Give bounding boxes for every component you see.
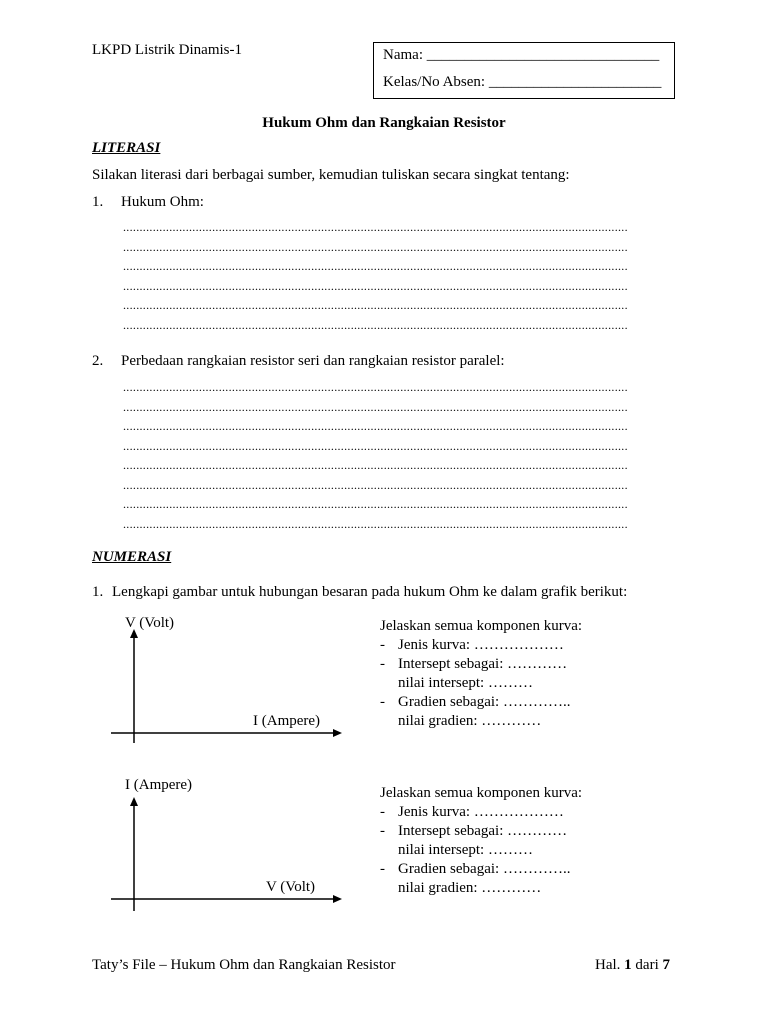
bullet-dash: - xyxy=(380,861,385,877)
graph-x-axis-label: V (Volt) xyxy=(266,879,316,895)
literasi-item-number: 1. xyxy=(92,194,104,210)
nilai-intersept-field[interactable]: nilai intersept: ……… xyxy=(398,842,533,858)
bullet-dash: - xyxy=(380,804,385,820)
literasi-item-text: Perbedaan rangkaian resistor seri dan rangkaian resistor paralel: xyxy=(121,353,505,369)
answer-line[interactable]: ......................................................................................................................................................... xyxy=(123,380,628,394)
footer-title: Taty’s File – Hukum Ohm dan Rangkaian Resistor xyxy=(92,957,396,973)
gradien-field[interactable]: Gradien sebagai: ………….. xyxy=(398,694,571,710)
answer-line[interactable]: ......................................................................................................................................................... xyxy=(123,478,628,492)
page-mid: dari xyxy=(631,957,663,973)
answer-line[interactable]: ......................................................................................................................................................... xyxy=(123,497,628,511)
answer-line[interactable]: ......................................................................................................................................................... xyxy=(123,419,628,433)
numerasi-item-number: 1. xyxy=(92,584,104,600)
answer-line[interactable]: ......................................................................................................................................................... xyxy=(123,517,628,531)
literasi-item-number: 2. xyxy=(92,353,104,369)
answer-line[interactable]: ......................................................................................................................................................... xyxy=(123,318,628,332)
document-code: LKPD Listrik Dinamis-1 xyxy=(92,42,242,58)
answer-line[interactable]: ......................................................................................................................................................... xyxy=(123,298,628,312)
answer-line[interactable]: ......................................................................................................................................................... xyxy=(123,458,628,472)
class-field[interactable]: Kelas/No Absen: _______________________ xyxy=(383,74,662,90)
answer-line[interactable]: ......................................................................................................................................................... xyxy=(123,259,628,273)
numerasi-item-text: Lengkapi gambar untuk hubungan besaran pada hukum Ohm ke dalam grafik berikut: xyxy=(112,584,628,600)
answer-line[interactable]: ......................................................................................................................................................... xyxy=(123,220,628,234)
page-prefix: Hal. xyxy=(595,957,625,973)
literasi-item-text: Hukum Ohm: xyxy=(121,194,204,210)
graph-x-axis-label: I (Ampere) xyxy=(253,713,321,729)
nilai-intersept-field[interactable]: nilai intersept: ……… xyxy=(398,675,533,691)
name-field[interactable]: Nama: _______________________________ xyxy=(383,47,660,63)
nilai-gradien-field[interactable]: nilai gradien: ………… xyxy=(398,713,542,729)
page-title: Hukum Ohm dan Rangkaian Resistor xyxy=(262,115,506,131)
intersept-field[interactable]: Intersept sebagai: ………… xyxy=(398,823,568,839)
graph-y-axis-label: V (Volt) xyxy=(125,615,175,631)
numerasi-heading: NUMERASI xyxy=(92,549,172,565)
graph-i-vs-v[interactable] xyxy=(105,793,345,918)
explanation-heading: Jelaskan semua komponen kurva: xyxy=(380,618,583,634)
explanation-heading: Jelaskan semua komponen kurva: xyxy=(380,785,583,801)
bullet-dash: - xyxy=(380,694,385,710)
bullet-dash: - xyxy=(380,656,385,672)
graph-v-vs-i[interactable] xyxy=(105,625,345,750)
gradien-field[interactable]: Gradien sebagai: ………….. xyxy=(398,861,571,877)
answer-line[interactable]: ......................................................................................................................................................... xyxy=(123,439,628,453)
jenis-kurva-field[interactable]: Jenis kurva: ……………… xyxy=(398,804,564,820)
identity-box xyxy=(373,42,675,99)
literasi-heading: LITERASI xyxy=(92,140,161,156)
answer-line[interactable]: ......................................................................................................................................................... xyxy=(123,279,628,293)
page-total: 7 xyxy=(662,957,670,973)
bullet-dash: - xyxy=(380,637,385,653)
bullet-dash: - xyxy=(380,823,385,839)
graph-y-axis-label: I (Ampere) xyxy=(125,777,193,793)
intersept-field[interactable]: Intersept sebagai: ………… xyxy=(398,656,568,672)
jenis-kurva-field[interactable]: Jenis kurva: ……………… xyxy=(398,637,564,653)
nilai-gradien-field[interactable]: nilai gradien: ………… xyxy=(398,880,542,896)
answer-line[interactable]: ......................................................................................................................................................... xyxy=(123,400,628,414)
page-number xyxy=(595,957,670,974)
page-current: 1 xyxy=(624,957,632,973)
literasi-instruction: Silakan literasi dari berbagai sumber, kemudian tuliskan secara singkat tentang: xyxy=(92,167,570,183)
answer-line[interactable]: ......................................................................................................................................................... xyxy=(123,240,628,254)
